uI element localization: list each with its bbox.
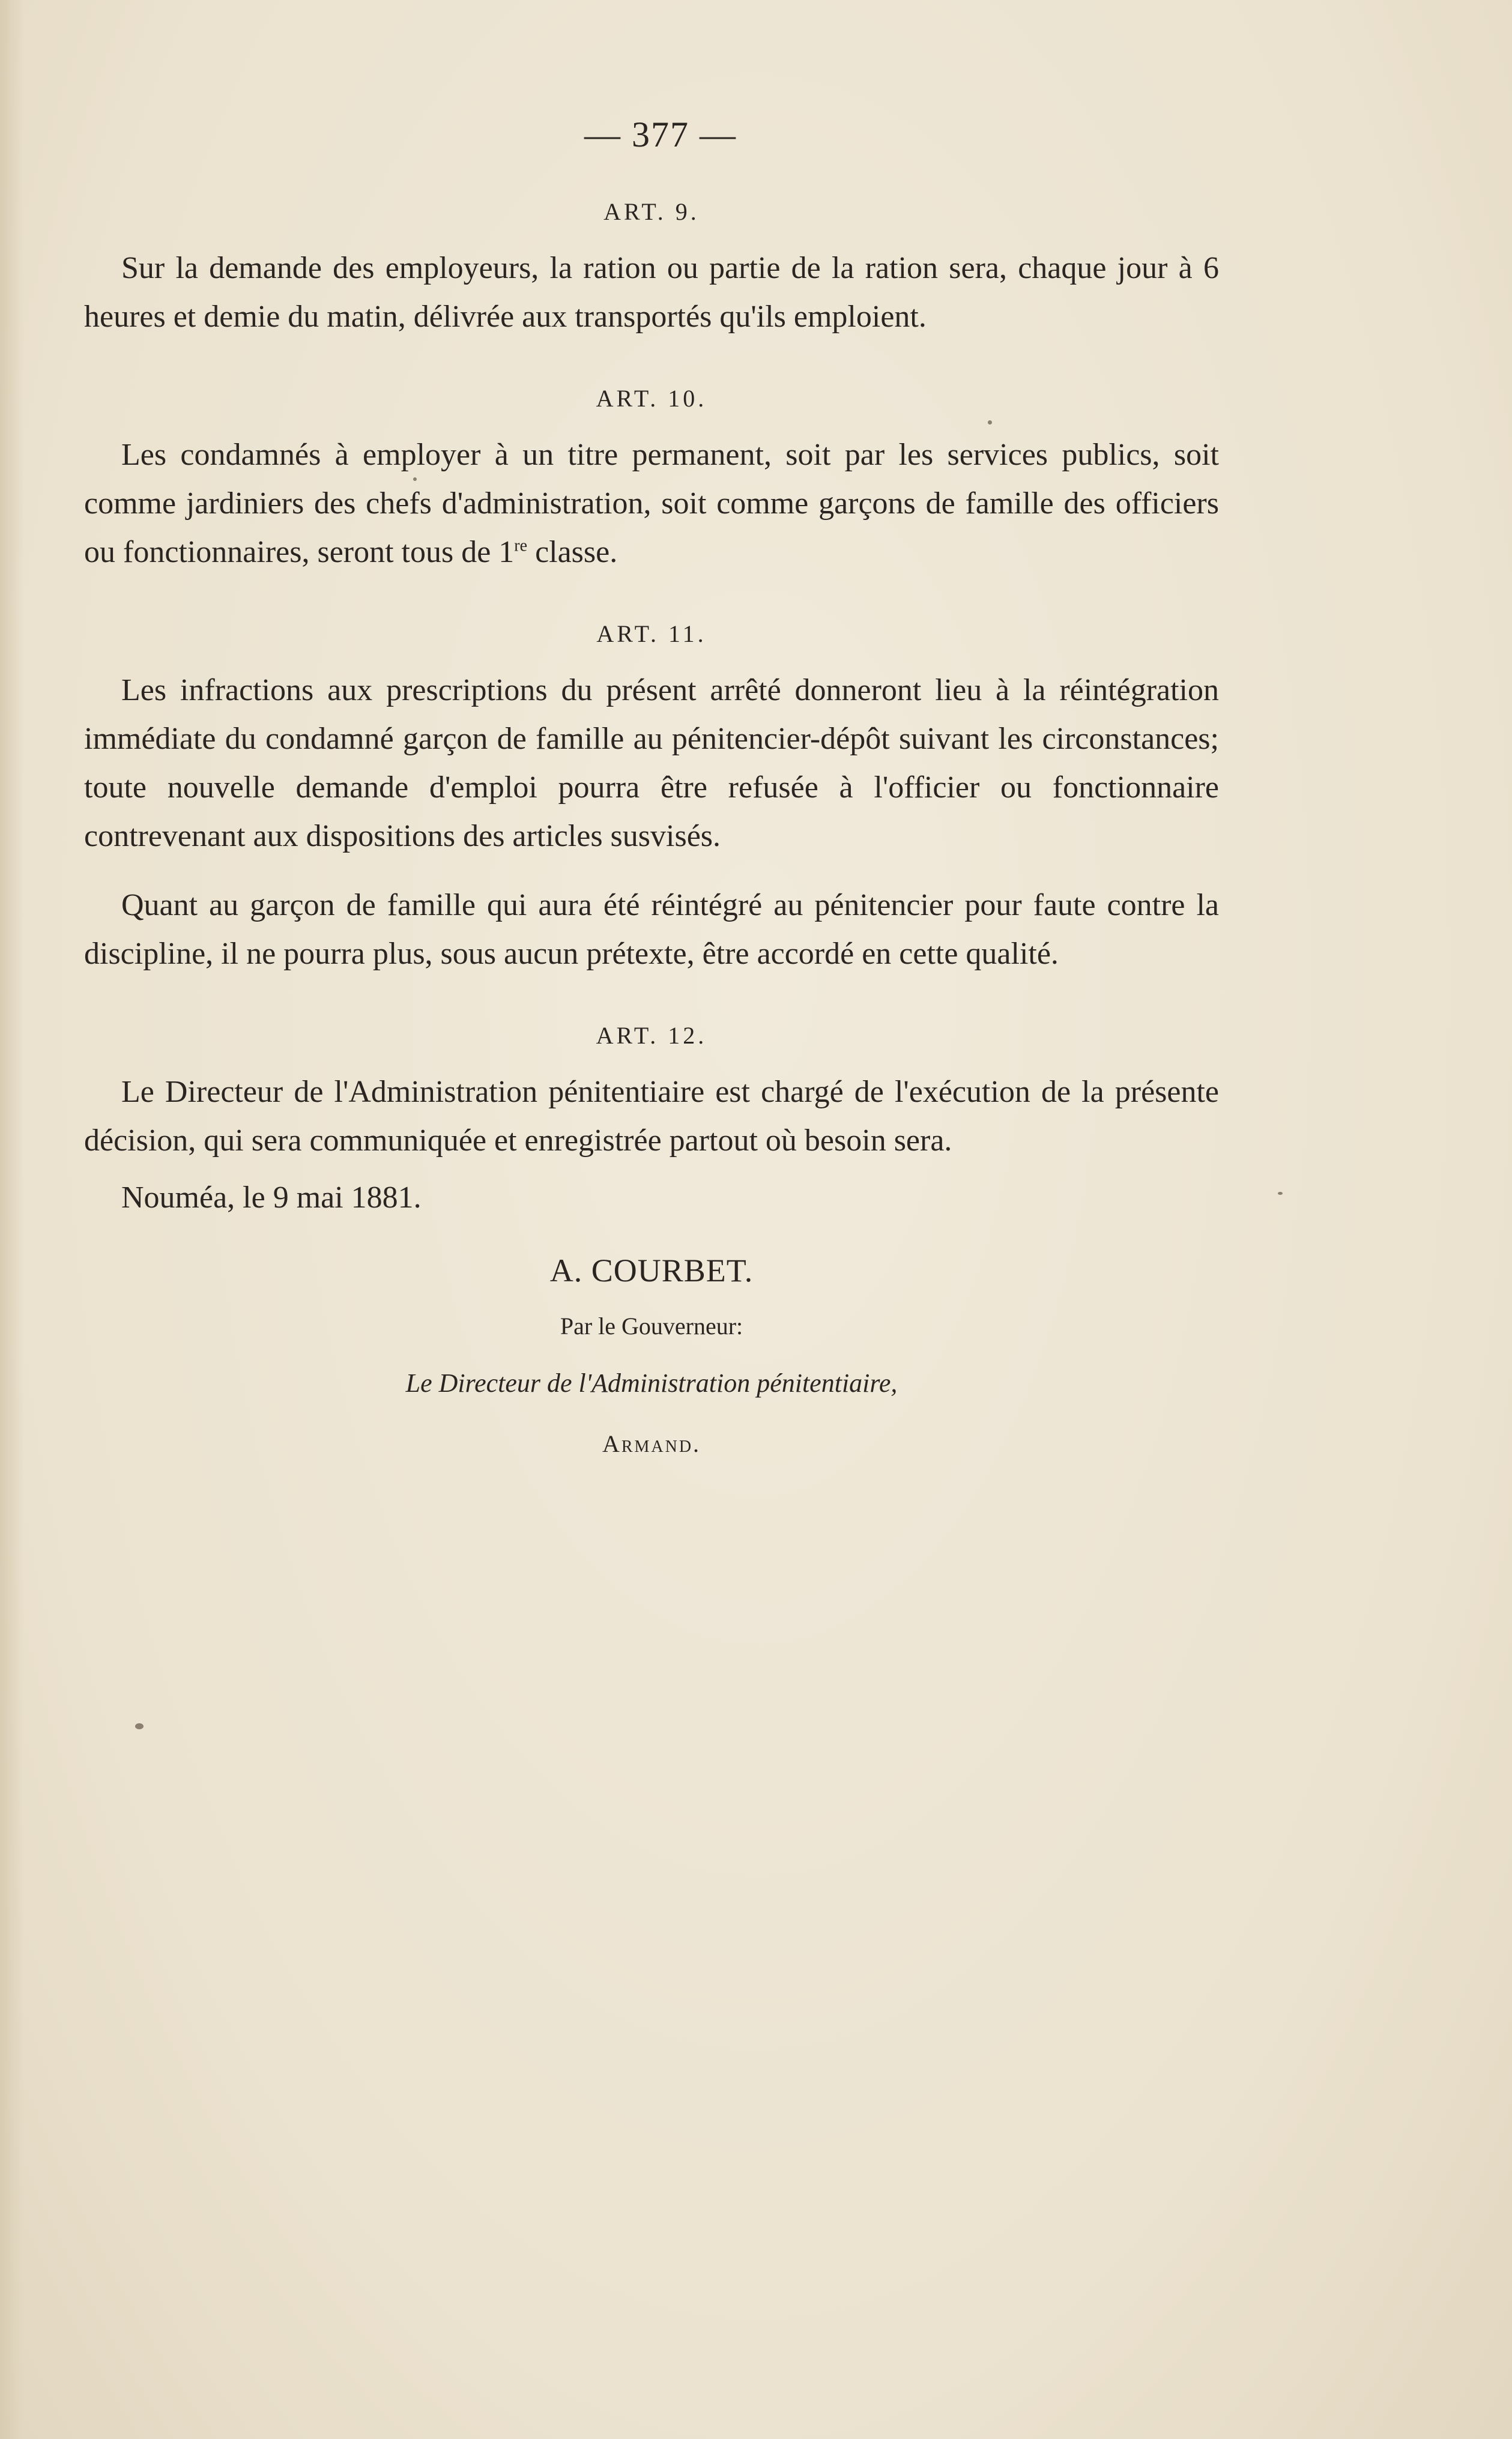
article-11-paragraph-1: Les infractions aux prescriptions du présent arrêté donneront lieu à la réintégration immédiate du condamné garçon de famille au pénitencier-dépôt suivant les circonstances; toute nouvelle demande d'emploi pourra être refusée à l'officier ou fonctionnaire contrevenant aux dispositions des articles susvisés.: [84, 673, 1219, 853]
date-line: Nouméa, le 9 mai 1881.: [121, 1180, 422, 1215]
article-9-heading: ART. 9.: [603, 198, 700, 225]
article-10-superscript: re: [514, 536, 528, 555]
article-12-paragraph: Le Directeur de l'Administration pénitentiaire est chargé de l'exécution de la présente décision, qui sera communiquée et enregistrée partout où besoin sera.: [84, 1075, 1219, 1158]
text-block: [84, 114, 1219, 1458]
article-11-heading: ART. 11.: [596, 620, 707, 647]
article-9-paragraph: Sur la demande des employeurs, la ration ou partie de la ration sera, chaque jour à 6 heures et demie du matin, délivrée aux transportés qu'ils emploient.: [84, 251, 1219, 334]
article-10-paragraph: [84, 431, 1219, 576]
article-12-heading: ART. 12.: [596, 1022, 707, 1049]
paper-speck: [1278, 1192, 1283, 1195]
article-10-text-end: classe.: [527, 535, 618, 569]
director-title-line: Le Directeur de l'Administration pénitentiaire,: [405, 1368, 898, 1398]
article-11-paragraph-2: Quant au garçon de famille qui aura été réintégré au pénitencier pour faute contre la discipline, il ne pourra plus, sous aucun prétexte, être accordé en cette qualité.: [84, 888, 1219, 971]
paper-speck: [135, 1723, 144, 1729]
signature: A. COURBET.: [549, 1253, 754, 1289]
by-the-governor-line: Par le Gouverneur:: [560, 1313, 743, 1340]
article-10-heading: ART. 10.: [596, 385, 707, 412]
page-number: — 377 —: [584, 115, 737, 154]
article-10-text: Les condamnés à employer à un titre permanent, soit par les services publics, soit comme jardiniers des chefs d'administration, soit comme garçons de famille des officiers ou fonctionnaires, seront tous de 1: [84, 438, 1219, 569]
director-name: Armand.: [602, 1430, 701, 1457]
